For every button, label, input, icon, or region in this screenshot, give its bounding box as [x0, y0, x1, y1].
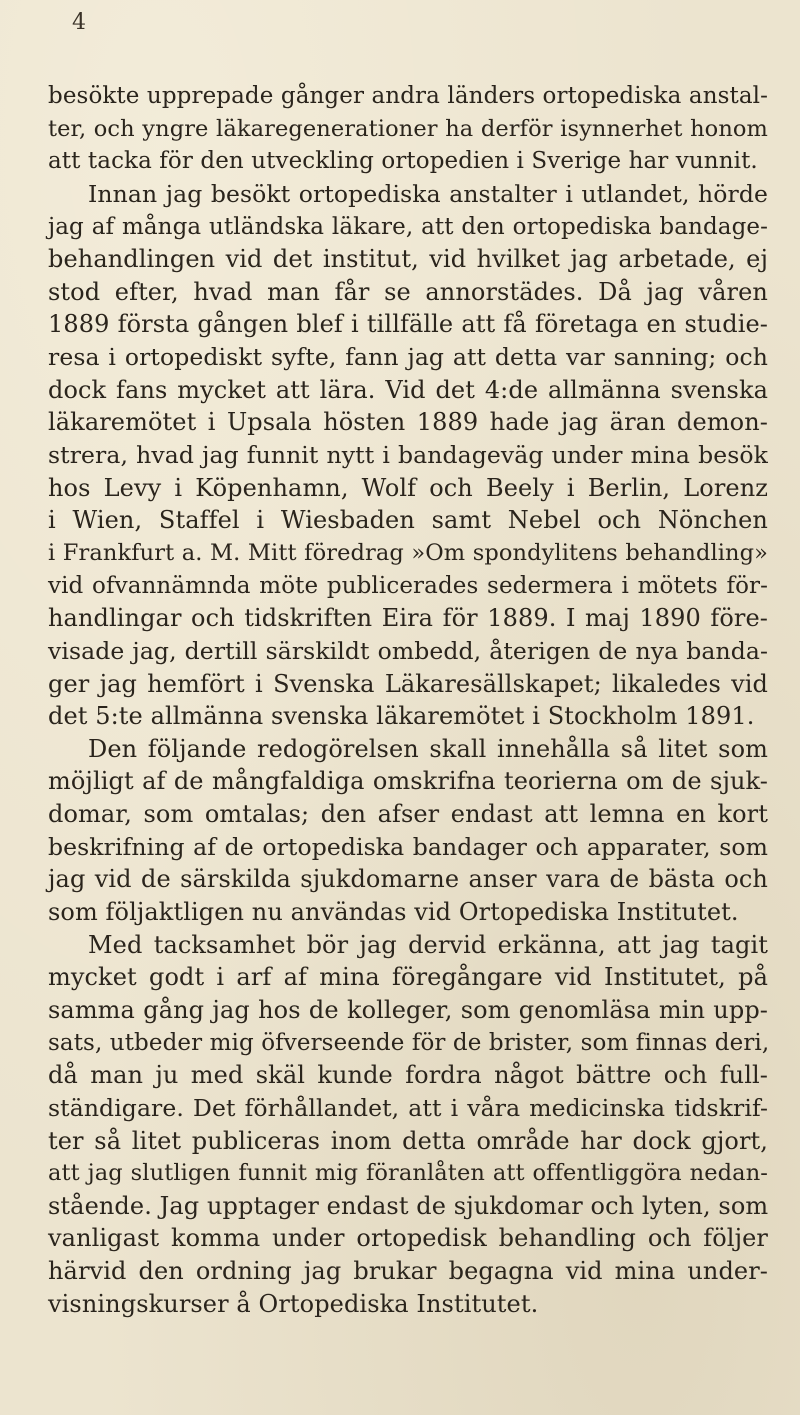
text-line: jag af många utländska läkare, att den ortopediska bandage-	[48, 213, 768, 240]
text-line: Med tacksamhet bör jag dervid erkänna, att jag tagit	[88, 930, 768, 959]
text-line: ger jag hemfört i Svenska Läkaresällskapet; likaledes vid	[48, 669, 768, 698]
text-line: jag vid de särskilda sjukdomarne anser vara de bästa och	[48, 865, 768, 894]
text-line: behandlingen vid det institut, vid hvilket jag arbetade, ej	[48, 245, 768, 274]
text-line: samma gång jag hos de kolleger, som genomläsa min upp-	[48, 995, 768, 1024]
text-line: beskrifning af de ortopediska bandager och apparater, som	[48, 832, 768, 861]
text-line: Den följande redogörelsen skall innehålla så litet som	[88, 734, 768, 763]
text-line: det 5:te allmänna svenska läkaremötet i Stockholm 1891.	[48, 702, 755, 731]
text-line: ständigare. Det förhållandet, att i våra medicinska tidskrif-	[48, 1093, 768, 1122]
text-line: ter så litet publiceras inom detta område har dock gjort,	[48, 1126, 768, 1155]
text-line: stod efter, hvad man får se annorstädes. Då jag våren	[48, 277, 768, 306]
text-line: härvid den ordning jag brukar begagna vid mina under-	[48, 1257, 768, 1286]
text-line: att jag slutligen funnit mig föranlåten att offentliggöra nedan-	[48, 1160, 768, 1187]
text-line: strera, hvad jag funnit nytt i bandageväg under mina besök	[48, 441, 768, 470]
text-line: då man ju med skäl kunde fordra något bättre och full-	[48, 1061, 768, 1090]
text-line: hos Levy i Köpenhamn, Wolf och Beely i Berlin, Lorenz	[48, 473, 768, 502]
text-line: vanligast komma under ortopedisk behandling och följer	[48, 1224, 768, 1253]
text-line: läkaremötet i Upsala hösten 1889 hade jag äran demon-	[48, 408, 768, 437]
text-line: mycket godt i arf af mina föregångare vid Institutet, på	[48, 963, 768, 992]
text-line: sats, utbeder mig öfverseende för de brister, som finnas deri,	[48, 1029, 770, 1056]
page-number: 4	[72, 10, 86, 35]
text-line: visade jag, dertill särskildt ombedd, återigen de nya banda-	[48, 636, 768, 665]
text-line: i Wien, Staffel i Wiesbaden samt Nebel och Nönchen	[48, 506, 768, 535]
text-line: visningskurser å Ortopediska Institutet.	[48, 1289, 539, 1318]
text-line: ter, och yngre läkaregenerationer ha derför isynnerhet honom	[48, 115, 768, 142]
text-line: möjligt af de mångfaldiga omskrifna teorierna om de sjuk-	[48, 767, 768, 796]
text-line: besökte upprepade gånger andra länders ortopediska anstal-	[48, 83, 768, 109]
text-line: Innan jag besökt ortopediska anstalter i utlandet, hörde	[88, 179, 768, 208]
text-line: stående. Jag upptager endast de sjukdomar och lyten, som	[48, 1191, 769, 1220]
text-line: handlingar och tidskriften Eira för 1889. I maj 1890 före-	[48, 604, 768, 633]
text-line: som följaktligen nu användas vid Ortopediska Institutet.	[48, 898, 739, 927]
text-line: att tacka för den utveckling ortopedien i Sverige har vunnit.	[48, 148, 758, 175]
text-line: 1889 första gången blef i tillfälle att få företaga en studie-	[48, 310, 768, 339]
text-line: dock fans mycket att lära. Vid det 4:de allmänna svenska	[48, 375, 768, 404]
text-line: resa i ortopediskt syfte, fann jag att detta var sanning; och	[48, 343, 768, 372]
text-line: vid ofvannämnda möte publicerades sedermera i mötets för-	[48, 572, 768, 599]
body-text	[48, 80, 768, 1320]
text-line: domar, som omtalas; den afser endast att lemna en kort	[48, 800, 768, 829]
text-line: i Frankfurt a. M. Mitt föredrag »Om spondylitens behandling»	[48, 539, 768, 566]
